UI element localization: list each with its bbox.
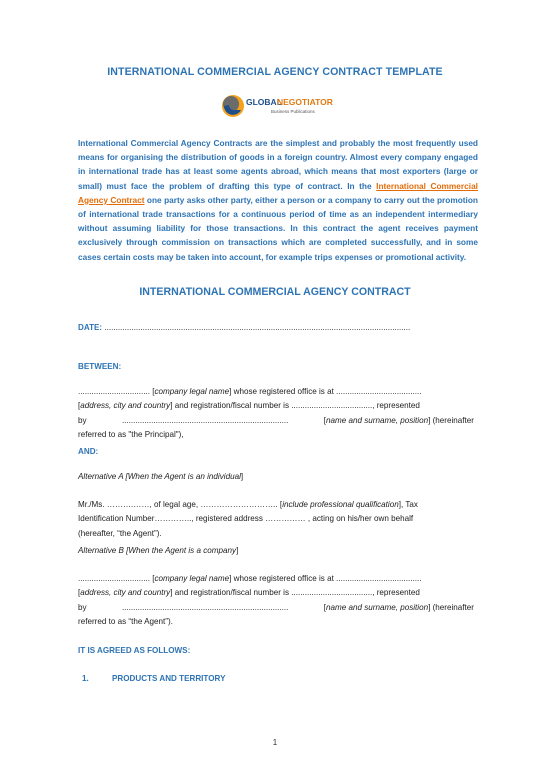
name-position-placeholder: name and surname, position	[325, 415, 429, 425]
alt-a-heading: Alternative A [When the Agent is an individual]	[78, 472, 244, 481]
date-blank: ........................................................................................................................................	[104, 323, 411, 332]
intro-paragraph	[78, 136, 478, 264]
alt-b-paragraph: ................................ [company legal name] whose registered office is at ...................................... [address, city and country] and registration/fiscal number is ...................................., represented by .......................................................................... [name and surname, position] (hereinafter referred to as “the Agent”).	[78, 574, 474, 626]
date-line	[78, 323, 410, 332]
page-number: 1	[272, 738, 278, 747]
section-1-title: PRODUCTS AND TERRITORY	[112, 674, 226, 683]
name-position-placeholder: name and surname, position	[325, 602, 429, 612]
logo-tagline: Business Publications	[271, 109, 315, 114]
agency-contract-link[interactable]: International Commercial Agency Contract	[78, 180, 478, 205]
logo-global-text: GLOBAL	[246, 97, 282, 107]
qualification-placeholder: include professional qualification	[282, 500, 399, 509]
intro-text-after: one party asks other party, either a person or a company to carry out the promotion of international trade transactions for a continuous period of time as an independent intermediary without assuming liability for those transactions. In this contract the agent receives payment exclusively through commission on transactions which are completed successfully, and in some cases certain costs may be taken into account, for example trips expenses or promotional activity.	[78, 194, 479, 262]
principal-paragraph: ................................ [company legal name] whose registered office is at ...................................... [address, city and country] and registration/fiscal number is ...................................., represented by .......................................................................... [name and surname, position] (hereinafter referred to as "the Principal"),	[78, 387, 474, 439]
document-title: INTERNATIONAL COMMERCIAL AGENCY CONTRACT TEMPLATE	[107, 66, 443, 78]
logo-negotiator-text: NEGOTIATOR	[277, 97, 333, 107]
between-label: BETWEEN:	[78, 362, 122, 371]
agreed-label: IT IS AGREED AS FOLLOWS:	[78, 646, 191, 655]
alt-a-paragraph: Mr./Ms. ……….……, of legal age, ……………………….. [include professional qualification], Tax Identification Number………….., registered address …………… , acting on his/her own behalf (hereafter, “the Agent”).	[78, 500, 418, 538]
address-placeholder: address, city and country	[80, 588, 171, 598]
and-label: AND:	[78, 447, 99, 456]
alt-b-heading: Alternative B [When the Agent is a company]	[78, 546, 239, 555]
globe-icon	[219, 91, 334, 121]
contract-title: INTERNATIONAL COMMERCIAL AGENCY CONTRACT	[139, 286, 411, 298]
date-label: DATE:	[78, 323, 103, 332]
global-negotiator-logo	[219, 91, 334, 121]
address-placeholder: address, city and country	[80, 401, 171, 411]
company-name-placeholder: company legal name	[154, 574, 230, 583]
intro-text-before: International Commercial Agency Contracts are the simplest and probably the most frequently used means for organising the distribution of goods in a foreign country. Almost every company engaged in international trade has at least some agents abroad, which means that most exporters (large or small) must face the problem of drafting this type of contract. In the	[78, 138, 478, 191]
company-name-placeholder: company legal name	[154, 387, 230, 396]
section-1-number: 1.	[82, 674, 89, 683]
